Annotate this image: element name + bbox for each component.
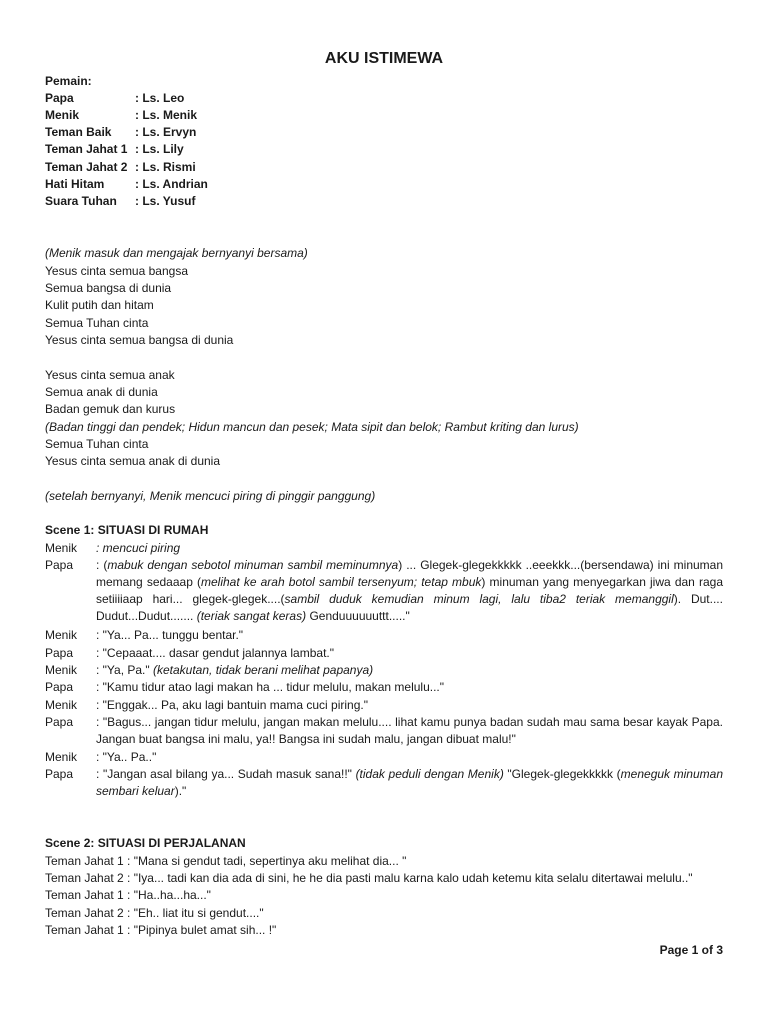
dialogue-line xyxy=(45,627,723,644)
lyric-line: Yesus cinta semua bangsa xyxy=(45,264,188,278)
cast-role: Teman Jahat 2 xyxy=(45,160,128,174)
scene-heading: Scene 2: SITUASI DI PERJALANAN xyxy=(45,836,246,850)
speaker: Menik xyxy=(45,750,78,764)
dialogue-line: Teman Jahat 2 : "Eh.. liat itu si gendut...." xyxy=(45,906,264,920)
lyric-line: Yesus cinta semua anak xyxy=(45,368,175,382)
cast-row xyxy=(45,142,184,156)
lyric-line: Yesus cinta semua anak di dunia xyxy=(45,454,221,468)
speaker: Papa xyxy=(45,767,74,781)
speaker: Menik xyxy=(45,698,78,712)
stage-direction: (setelah bernyanyi, Menik mencuci piring di pinggir panggung) xyxy=(45,489,376,503)
dialogue-line xyxy=(45,679,723,696)
dialogue-text: : "Ya... Pa... tunggu bentar." xyxy=(96,628,244,642)
dialogue-line xyxy=(45,714,723,748)
cast-role: Papa xyxy=(45,91,74,105)
cast-role: Menik xyxy=(45,108,80,122)
page-label: Page xyxy=(659,943,692,957)
cast-heading: Pemain: xyxy=(45,74,92,88)
cast-role: Teman Baik xyxy=(45,125,112,139)
dialogue-line xyxy=(45,766,723,800)
dialogue-text: : "Ya.. Pa.." xyxy=(96,750,157,764)
dialogue-text: : "Kamu tidur atao lagi makan ha ... tidur melulu, makan melulu..." xyxy=(96,680,445,694)
dialogue-text xyxy=(96,766,723,800)
speaker: Menik xyxy=(45,663,78,677)
cast-actor: : Ls. Lily xyxy=(135,142,184,156)
dialogue-text xyxy=(96,557,723,625)
page-number xyxy=(660,943,723,957)
dialogue-line: Teman Jahat 1 : "Mana si gendut tadi, sepertinya aku melihat dia... " xyxy=(45,854,407,868)
cast-role: Teman Jahat 1 xyxy=(45,142,128,156)
cast-actor: : Ls. Menik xyxy=(135,108,198,122)
dialogue-line: Teman Jahat 1 : "Ha..ha...ha..." xyxy=(45,888,211,902)
stage-direction: sambil duduk kemudian minum lagi, lalu tiba2 teriak memanggil xyxy=(284,592,674,606)
dialogue-line xyxy=(45,540,723,557)
speaker: Menik xyxy=(45,541,78,555)
cast-actor: : Ls. Ervyn xyxy=(135,125,197,139)
dialogue-segment: Genduuuuuuttt....." xyxy=(306,609,410,623)
cast-row xyxy=(45,177,208,191)
speaker: Papa xyxy=(45,680,74,694)
scene-heading: Scene 1: SITUASI DI RUMAH xyxy=(45,523,209,537)
speaker: Papa xyxy=(45,715,74,729)
dialogue-text: : "Bagus... jangan tidur melulu, jangan makan melulu.... lihat kamu punya badan sudah mau sama besar kayak Papa. Jangan buat bangsa ini malu, ya!! Bangsa ini sudah malu, jangan dibuat malu!" xyxy=(96,715,723,746)
dialogue-segment: : "Ya, Pa." xyxy=(96,663,153,677)
page-title: AKU ISTIMEWA xyxy=(324,50,444,67)
lyric-line: Semua Tuhan cinta xyxy=(45,437,149,451)
dialogue-line xyxy=(45,749,723,766)
cast-row xyxy=(45,91,184,105)
stage-direction: meneguk minuman sembari keluar xyxy=(96,767,724,798)
dialogue-line: Teman Jahat 2 : "Iya... tadi kan dia ada di sini, he he dia pasti malu karna kalo udah ketemu kita selalu ditertawai melulu.." xyxy=(45,871,693,885)
dialogue-text: : "Cepaaat.... dasar gendut jalannya lambat." xyxy=(96,646,335,660)
dialogue-segment: )." xyxy=(174,784,187,798)
stage-direction: (tidak peduli dengan Menik) xyxy=(355,767,504,781)
total-pages: 3 xyxy=(716,943,723,957)
dialogue-text: : "Enggak... Pa, aku lagi bantuin mama cuci piring." xyxy=(96,698,368,712)
dialogue-text xyxy=(96,662,723,679)
lyric-line: Kulit putih dan hitam xyxy=(45,298,154,312)
dialogue-segment: "Glegek-glegekkkkk ( xyxy=(503,767,621,781)
speaker: Menik xyxy=(45,628,78,642)
stage-direction: mabuk dengan sebotol minuman sambil meminumnya xyxy=(107,558,399,572)
stage-direction: (Badan tinggi dan pendek; Hidun mancun dan pesek; Mata sipit dan belok; Rambut kriting dan lurus) xyxy=(45,420,579,434)
lyric-line: Semua anak di dunia xyxy=(45,385,158,399)
dialogue-segment: ) ... Glegek-glegekkkkk ..eeekkk...(bersendawa) ini minuman memang sedaaap ( xyxy=(96,558,724,589)
dialogue-segment: ) minuman yang menyegarkan jiwa dan raga setiiiiaap hari... glegek-glegek....( xyxy=(96,575,723,606)
dialogue-segment: : ( xyxy=(96,558,108,572)
cast-actor: : Ls. Andrian xyxy=(135,177,208,191)
cast-row xyxy=(45,108,197,122)
cast-actor: : Ls. Leo xyxy=(135,91,185,105)
lyric-line: Semua Tuhan cinta xyxy=(45,316,149,330)
dialogue-segment: ). Dut.... Dudut...Dudut....... xyxy=(96,592,723,623)
dialogue-line: Teman Jahat 1 : "Pipinya bulet amat sih... !" xyxy=(45,923,277,937)
cast-row xyxy=(45,194,195,208)
stage-direction: (teriak sangat keras) xyxy=(196,609,307,623)
lyric-line: Yesus cinta semua bangsa di dunia xyxy=(45,333,234,347)
speaker: Papa xyxy=(45,646,74,660)
stage-direction: (Menik masuk dan mengajak bernyanyi bersama) xyxy=(45,246,308,260)
cast-role: Hati Hitam xyxy=(45,177,105,191)
cast-row xyxy=(45,160,196,174)
page-of: of xyxy=(698,943,717,957)
stage-direction: melihat ke arah botol sambil tersenyum; tetap mbuk xyxy=(201,575,482,589)
speaker: Papa xyxy=(45,558,74,572)
dialogue-text: : mencuci piring xyxy=(96,541,181,555)
cast-actor: : Ls. Rismi xyxy=(135,160,196,174)
lyric-line: Semua bangsa di dunia xyxy=(45,281,172,295)
dialogue-line xyxy=(45,662,723,679)
cast-actor: : Ls. Yusuf xyxy=(135,194,196,208)
dialogue-line xyxy=(45,557,723,625)
dialogue-segment: : "Jangan asal bilang ya... Sudah masuk sana!!" xyxy=(96,767,356,781)
dialogue-line xyxy=(45,645,723,662)
cast-role: Suara Tuhan xyxy=(45,194,117,208)
current-page: 1 xyxy=(691,943,699,957)
cast-row xyxy=(45,125,196,139)
lyric-line: Badan gemuk dan kurus xyxy=(45,402,176,416)
stage-direction: (ketakutan, tidak berani melihat papanya) xyxy=(153,663,374,677)
dialogue-line xyxy=(45,697,723,714)
